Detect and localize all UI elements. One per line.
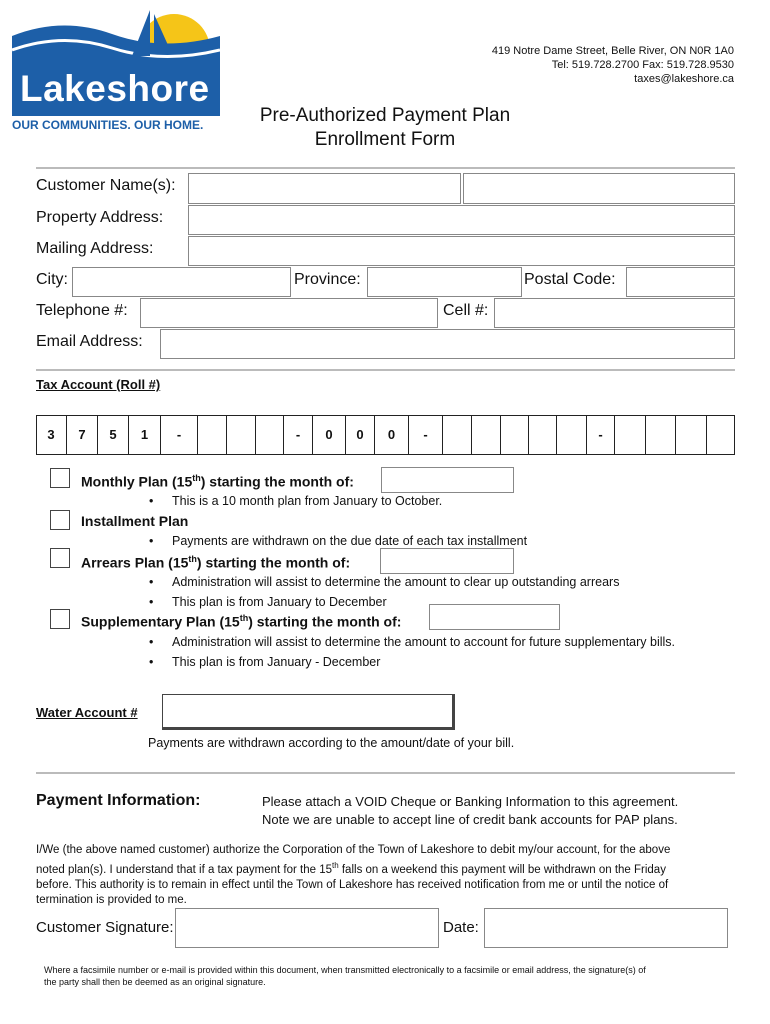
customer-names-label: Customer Name(s): [36,177,176,194]
property-address-field[interactable] [188,205,735,235]
roll-number-cell[interactable]: 0 [312,415,345,455]
roll-number-cell[interactable]: 5 [97,415,128,455]
supplementary-plan-bullet-1: • Administration will assist to determine the amount to account for future supplementary bills. [172,635,675,649]
monthly-plan-label-pre: Monthly Plan (15 [81,473,193,490]
payment-info-line1: Please attach a VOID Cheque or Banking Information to this agreement. [262,794,679,809]
installment-plan-label: Installment Plan [81,513,189,529]
form-title-line1: Pre-Authorized Payment Plan [259,105,511,126]
roll-number-cell[interactable]: - [283,415,312,455]
authorization-line4: termination is provided to me. [36,893,187,906]
roll-number-cell[interactable]: 3 [47,427,55,442]
postal-code-field[interactable] [626,267,735,297]
telephone-field[interactable] [140,298,438,328]
arrears-plan-label-pre: Arrears Plan (15 [81,554,189,571]
monthly-plan-month-field[interactable] [381,467,514,493]
mailing-address-label: Mailing Address: [36,240,154,257]
roll-number-cell[interactable] [255,415,283,455]
supplementary-plan-checkbox[interactable] [50,609,70,629]
authorization-line2-pre: noted plan(s). I understand that if a tax payment for the 15 [36,863,332,876]
roll-number-cell[interactable]: 0 [374,415,408,455]
city-field[interactable] [72,267,291,297]
customer-name-field-1[interactable] [188,173,461,204]
province-field[interactable] [367,267,522,297]
cell-field[interactable] [494,298,735,328]
water-account-heading: Water Account # [36,705,138,720]
authorization-line1: I/We (the above named customer) authorize the Corporation of the Town of Lakeshore to debit my/our account, for the above [36,844,671,856]
city-label: City: [36,271,68,288]
roll-number-cell[interactable] [528,415,556,455]
roll-number-cell[interactable]: - [408,415,442,455]
roll-number-cell[interactable] [706,415,735,455]
contact-phones: Tel: 519.728.2700 Fax: 519.728.9530 [551,59,734,71]
arrears-plan-label-sup: th [188,554,197,564]
roll-number-cell[interactable]: 1 [128,415,160,455]
supplementary-plan-label-post: ) starting the month of: [248,613,402,630]
roll-number-cell[interactable] [675,415,706,455]
email-field[interactable] [160,329,735,359]
roll-number-cell[interactable] [442,415,471,455]
contact-email: taxes@lakeshore.ca [634,73,734,85]
arrears-plan-checkbox[interactable] [50,548,70,568]
divider [36,772,735,774]
water-account-field[interactable] [162,694,455,730]
monthly-plan-bullet: • This is a 10 month plan from January to October. [172,494,442,508]
monthly-plan-label-sup: th [192,473,201,483]
arrears-plan-month-field[interactable] [380,548,514,574]
monthly-plan-checkbox[interactable] [50,468,70,488]
arrears-plan-bullet-2: • This plan is from January to December [172,595,387,609]
monthly-plan-label [81,473,354,490]
authorization-line3: before. This authority is to remain in effect until the Town of Lakeshore has received notification from me or until the notice of [36,878,669,891]
authorization-line2-post: falls on a weekend this payment will be withdrawn on the Friday [338,863,666,876]
installment-plan-bullet: • Payments are withdrawn on the due date of each tax installment [172,534,527,548]
date-field[interactable] [484,908,728,948]
lakeshore-logo [12,6,220,132]
arrears-plan-bullet-1: • Administration will assist to determine the amount to clear up outstanding arrears [172,575,619,589]
tax-account-heading: Tax Account (Roll #) [36,377,161,392]
roll-number-cell[interactable] [197,415,226,455]
arrears-plan-label [81,554,350,571]
supplementary-plan-label-pre: Supplementary Plan (15 [81,613,240,630]
roll-number-cell[interactable] [226,415,255,455]
authorization-line2-sup: th [332,861,339,870]
roll-number-cell[interactable]: 0 [345,415,374,455]
province-label: Province: [294,271,361,288]
customer-signature-label: Customer Signature: [36,919,174,936]
logo-tagline: OUR COMMUNITIES. OUR HOME. [12,118,204,132]
date-label: Date: [443,919,479,936]
roll-number-cell[interactable] [500,415,528,455]
footer-note-line1: Where a facsimile number or e-mail is provided within this document, when transmitted electronically to a facsimile or email address, the signature(s) of [44,965,646,975]
roll-number-cell[interactable] [556,415,586,455]
telephone-label: Telephone #: [36,302,128,319]
customer-name-field-2[interactable] [463,173,735,204]
arrears-plan-label-post: ) starting the month of: [196,554,351,571]
water-account-note: Payments are withdrawn according to the amount/date of your bill. [148,736,515,750]
email-label: Email Address: [36,333,143,350]
roll-number-cell[interactable]: - [160,415,197,455]
supplementary-plan-label [81,613,401,630]
logo-name: Lakeshore [20,68,210,109]
roll-number-cell[interactable] [614,415,645,455]
customer-signature-field[interactable] [175,908,439,948]
footer-note-line2: the party shall then be deemed as an original signature. [44,977,266,987]
payment-info-line2: Note we are unable to accept line of credit bank accounts for PAP plans. [262,812,678,827]
authorization-text [36,843,670,908]
property-address-label: Property Address: [36,209,164,226]
monthly-plan-label-post: ) starting the month of: [200,473,354,490]
contact-address: 419 Notre Dame Street, Belle River, ON N0R 1A0 [491,45,734,57]
supplementary-plan-bullet-2: • This plan is from January - December [172,655,380,669]
roll-number-cell[interactable] [471,415,500,455]
cell-label: Cell #: [443,302,489,319]
roll-number-cell[interactable] [645,415,675,455]
divider [36,167,735,169]
postal-code-label: Postal Code: [524,271,616,288]
authorization-line2 [36,858,670,878]
supplementary-plan-month-field[interactable] [429,604,560,630]
supplementary-plan-label-sup: th [239,613,249,623]
roll-number-cell[interactable]: - [586,415,614,455]
divider [36,369,735,371]
installment-plan-checkbox[interactable] [50,510,70,530]
mailing-address-field[interactable] [188,236,735,266]
roll-number-cell[interactable]: 7 [66,415,97,455]
payment-info-heading: Payment Information: [36,792,201,809]
form-title-line2: Enrollment Form [314,129,456,150]
